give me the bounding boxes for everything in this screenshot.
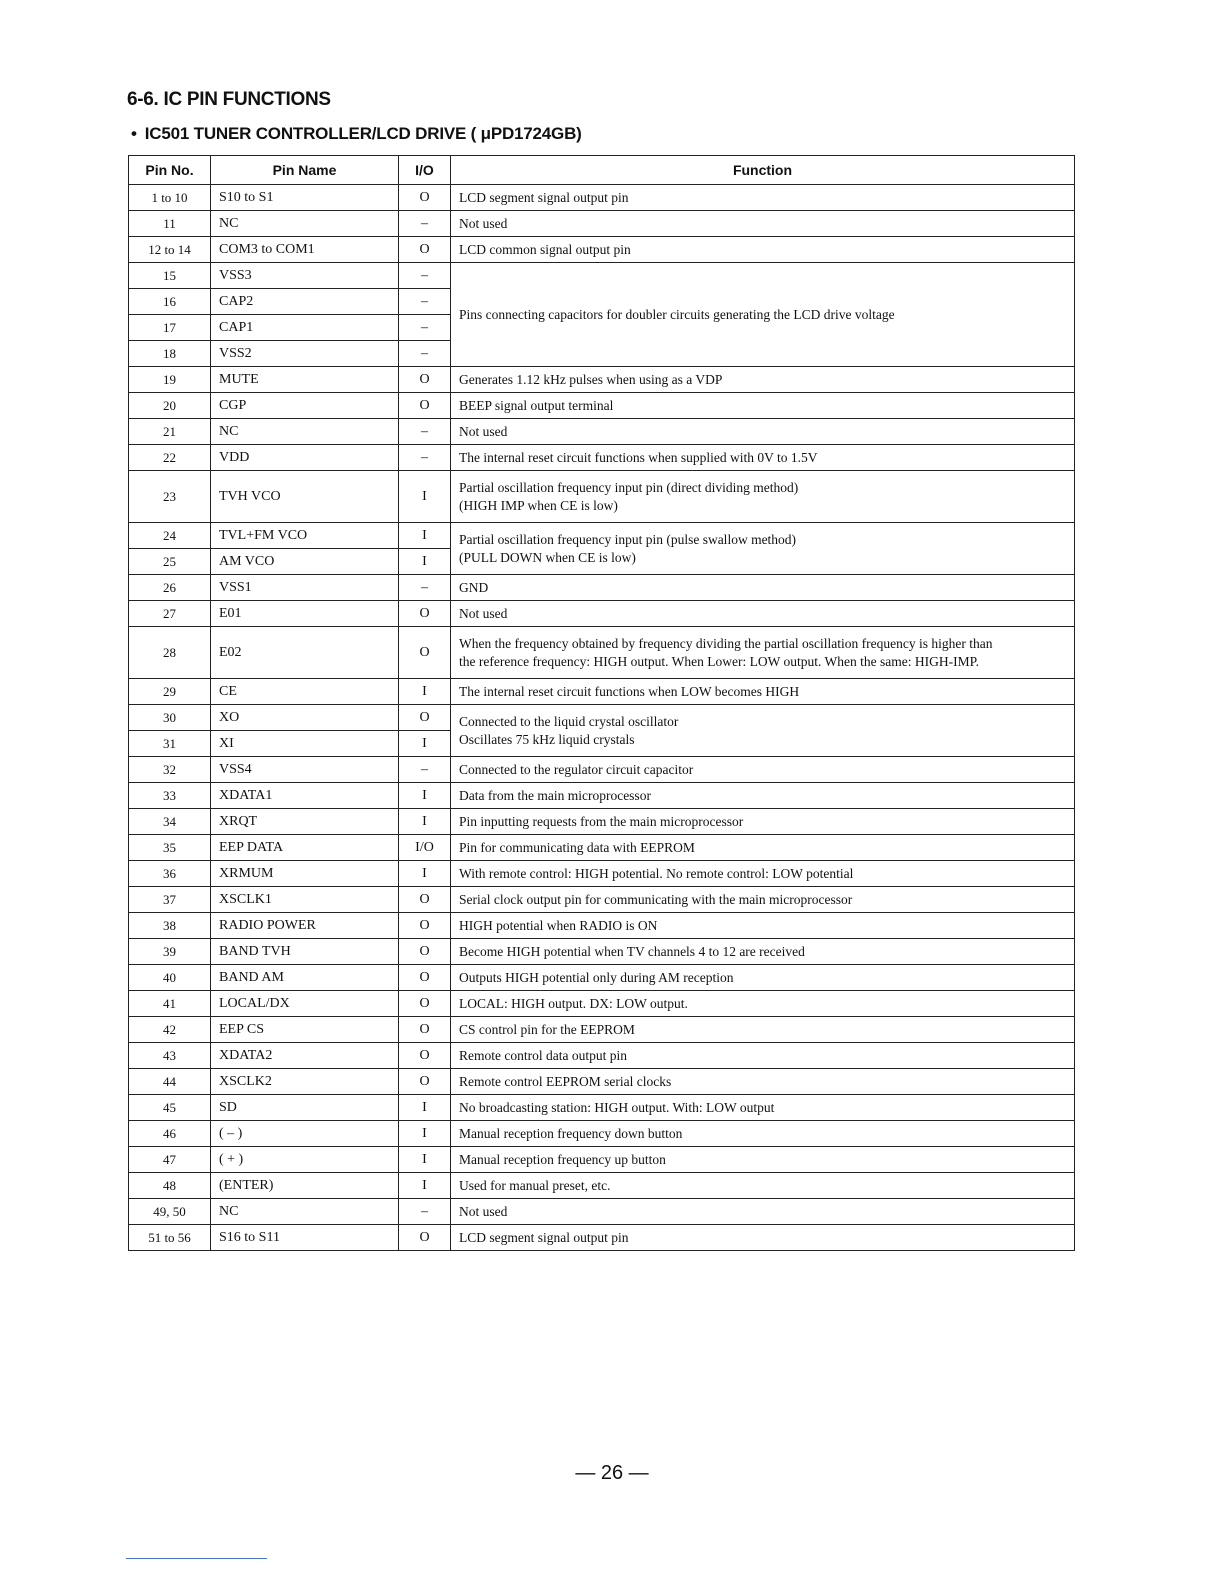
pin-io: I/O bbox=[399, 835, 451, 861]
function-line: the reference frequency: HIGH output. When Lower: LOW output. When the same: HIGH-IMP. bbox=[459, 653, 979, 669]
table-row bbox=[129, 783, 1075, 809]
pin-io: I bbox=[399, 809, 451, 835]
function-line: Oscillates 75 kHz liquid crystals bbox=[459, 731, 635, 747]
pin-name: E02 bbox=[211, 627, 399, 679]
table-row bbox=[129, 861, 1075, 887]
pin-io: – bbox=[399, 757, 451, 783]
pin-io: – bbox=[399, 263, 451, 289]
pin-io: O bbox=[399, 1069, 451, 1095]
header-function: Function bbox=[451, 156, 1075, 185]
pin-io: O bbox=[399, 185, 451, 211]
pin-function: LCD segment signal output pin bbox=[451, 185, 1075, 211]
table-row bbox=[129, 523, 1075, 549]
pin-no: 30 bbox=[129, 705, 211, 731]
pin-no: 44 bbox=[129, 1069, 211, 1095]
pin-function: Not used bbox=[451, 1199, 1075, 1225]
pin-no: 1 to 10 bbox=[129, 185, 211, 211]
pin-io: I bbox=[399, 523, 451, 549]
table-row bbox=[129, 627, 1075, 679]
header-io: I/O bbox=[399, 156, 451, 185]
pin-function: LCD segment signal output pin bbox=[451, 1225, 1075, 1251]
pin-function: Remote control EEPROM serial clocks bbox=[451, 1069, 1075, 1095]
pin-name: XDATA1 bbox=[211, 783, 399, 809]
table-row bbox=[129, 757, 1075, 783]
pin-function: Generates 1.12 kHz pulses when using as a VDP bbox=[451, 367, 1075, 393]
pin-function: No broadcasting station: HIGH output. With: LOW output bbox=[451, 1095, 1075, 1121]
table-row bbox=[129, 445, 1075, 471]
page-number: — 26 — bbox=[575, 1462, 649, 1484]
pin-no: 19 bbox=[129, 367, 211, 393]
pin-name: ( + ) bbox=[211, 1147, 399, 1173]
pin-function bbox=[451, 705, 1075, 757]
pin-no: 34 bbox=[129, 809, 211, 835]
ic-subtitle bbox=[131, 124, 582, 144]
pin-io: I bbox=[399, 731, 451, 757]
pin-function: With remote control: HIGH potential. No remote control: LOW potential bbox=[451, 861, 1075, 887]
table-row bbox=[129, 991, 1075, 1017]
pin-name: CE bbox=[211, 679, 399, 705]
pin-name: LOCAL/DX bbox=[211, 991, 399, 1017]
pin-io: O bbox=[399, 237, 451, 263]
pin-io: O bbox=[399, 1225, 451, 1251]
pin-no: 32 bbox=[129, 757, 211, 783]
pin-no: 47 bbox=[129, 1147, 211, 1173]
pin-no: 23 bbox=[129, 471, 211, 523]
pin-no: 27 bbox=[129, 601, 211, 627]
pin-io: O bbox=[399, 887, 451, 913]
pin-function bbox=[451, 523, 1075, 575]
pin-name: VDD bbox=[211, 445, 399, 471]
pin-function: The internal reset circuit functions when LOW becomes HIGH bbox=[451, 679, 1075, 705]
table-row bbox=[129, 1225, 1075, 1251]
ic-subtitle-text: IC501 TUNER CONTROLLER/LCD DRIVE ( μPD1724GB) bbox=[144, 124, 582, 143]
pin-io: I bbox=[399, 1095, 451, 1121]
bottom-rule bbox=[126, 1558, 267, 1559]
pin-name: XI bbox=[211, 731, 399, 757]
pin-function: Used for manual preset, etc. bbox=[451, 1173, 1075, 1199]
pin-name: XRQT bbox=[211, 809, 399, 835]
table-row bbox=[129, 575, 1075, 601]
pin-io: O bbox=[399, 367, 451, 393]
pin-io: I bbox=[399, 679, 451, 705]
header-pin-name: Pin Name bbox=[211, 156, 399, 185]
table-row bbox=[129, 1017, 1075, 1043]
pin-no: 36 bbox=[129, 861, 211, 887]
pin-io: – bbox=[399, 341, 451, 367]
table-row bbox=[129, 1199, 1075, 1225]
pin-function: Not used bbox=[451, 211, 1075, 237]
function-line: When the frequency obtained by frequency dividing the partial oscillation frequency is higher than bbox=[459, 635, 993, 651]
pin-io: – bbox=[399, 315, 451, 341]
pin-no: 39 bbox=[129, 939, 211, 965]
pin-no: 21 bbox=[129, 419, 211, 445]
pin-no: 24 bbox=[129, 523, 211, 549]
pin-function: Pin inputting requests from the main microprocessor bbox=[451, 809, 1075, 835]
pin-no: 28 bbox=[129, 627, 211, 679]
pin-no: 35 bbox=[129, 835, 211, 861]
function-line: (PULL DOWN when CE is low) bbox=[459, 549, 636, 565]
pin-name: XSCLK2 bbox=[211, 1069, 399, 1095]
pin-no: 31 bbox=[129, 731, 211, 757]
pin-io: O bbox=[399, 939, 451, 965]
pin-name: CAP2 bbox=[211, 289, 399, 315]
pin-io: – bbox=[399, 211, 451, 237]
table-row bbox=[129, 965, 1075, 991]
pin-function: GND bbox=[451, 575, 1075, 601]
table-row bbox=[129, 1069, 1075, 1095]
pin-name: VSS3 bbox=[211, 263, 399, 289]
function-line: Connected to the liquid crystal oscillator bbox=[459, 713, 679, 729]
pin-no: 42 bbox=[129, 1017, 211, 1043]
table-row bbox=[129, 679, 1075, 705]
pin-no: 26 bbox=[129, 575, 211, 601]
pin-function: Pin for communicating data with EEPROM bbox=[451, 835, 1075, 861]
pin-name: VSS1 bbox=[211, 575, 399, 601]
pin-function: LCD common signal output pin bbox=[451, 237, 1075, 263]
pin-io: I bbox=[399, 783, 451, 809]
table-row bbox=[129, 237, 1075, 263]
pin-name: CGP bbox=[211, 393, 399, 419]
table-row bbox=[129, 211, 1075, 237]
table-row bbox=[129, 1043, 1075, 1069]
table-row bbox=[129, 1121, 1075, 1147]
table-row bbox=[129, 913, 1075, 939]
pin-name: XO bbox=[211, 705, 399, 731]
pin-no: 48 bbox=[129, 1173, 211, 1199]
pin-name: NC bbox=[211, 1199, 399, 1225]
pin-function: Serial clock output pin for communicating with the main microprocessor bbox=[451, 887, 1075, 913]
pin-name: MUTE bbox=[211, 367, 399, 393]
pin-function bbox=[451, 627, 1075, 679]
bullet: • bbox=[131, 124, 137, 143]
table-row bbox=[129, 835, 1075, 861]
table-row bbox=[129, 705, 1075, 731]
pin-name: XDATA2 bbox=[211, 1043, 399, 1069]
table-row bbox=[129, 393, 1075, 419]
pin-name: CAP1 bbox=[211, 315, 399, 341]
pin-no: 49, 50 bbox=[129, 1199, 211, 1225]
pin-no: 12 to 14 bbox=[129, 237, 211, 263]
pin-no: 37 bbox=[129, 887, 211, 913]
table-row bbox=[129, 185, 1075, 211]
pin-no: 16 bbox=[129, 289, 211, 315]
pin-function: Manual reception frequency down button bbox=[451, 1121, 1075, 1147]
pin-io: I bbox=[399, 1173, 451, 1199]
pin-name: AM VCO bbox=[211, 549, 399, 575]
pin-name: (ENTER) bbox=[211, 1173, 399, 1199]
pin-name: E01 bbox=[211, 601, 399, 627]
pin-function: Pins connecting capacitors for doubler circuits generating the LCD drive voltage bbox=[451, 263, 1075, 367]
pin-name: S10 to S1 bbox=[211, 185, 399, 211]
pin-io: – bbox=[399, 419, 451, 445]
pin-no: 38 bbox=[129, 913, 211, 939]
pin-io: – bbox=[399, 289, 451, 315]
pin-no: 17 bbox=[129, 315, 211, 341]
pin-function: Outputs HIGH potential only during AM reception bbox=[451, 965, 1075, 991]
pin-io: I bbox=[399, 1121, 451, 1147]
function-line: Partial oscillation frequency input pin (direct dividing method) bbox=[459, 479, 799, 495]
pin-no: 20 bbox=[129, 393, 211, 419]
pin-no: 29 bbox=[129, 679, 211, 705]
pin-function: Connected to the regulator circuit capacitor bbox=[451, 757, 1075, 783]
table-row bbox=[129, 419, 1075, 445]
pin-io: – bbox=[399, 445, 451, 471]
pin-no: 11 bbox=[129, 211, 211, 237]
pin-name: COM3 to COM1 bbox=[211, 237, 399, 263]
pin-name: TVL+FM VCO bbox=[211, 523, 399, 549]
pin-name: EEP DATA bbox=[211, 835, 399, 861]
pin-function: Manual reception frequency up button bbox=[451, 1147, 1075, 1173]
pin-name: TVH VCO bbox=[211, 471, 399, 523]
table-row bbox=[129, 471, 1075, 523]
pin-io: O bbox=[399, 705, 451, 731]
pin-io: O bbox=[399, 913, 451, 939]
pin-io: – bbox=[399, 1199, 451, 1225]
header-pin-no: Pin No. bbox=[129, 156, 211, 185]
pin-name: XRMUM bbox=[211, 861, 399, 887]
pin-name: NC bbox=[211, 419, 399, 445]
table-header-row bbox=[129, 156, 1075, 185]
pin-function: Not used bbox=[451, 419, 1075, 445]
pin-function: HIGH potential when RADIO is ON bbox=[451, 913, 1075, 939]
pin-name: BAND TVH bbox=[211, 939, 399, 965]
pin-no: 15 bbox=[129, 263, 211, 289]
pin-no: 40 bbox=[129, 965, 211, 991]
pin-name: VSS4 bbox=[211, 757, 399, 783]
pin-name: RADIO POWER bbox=[211, 913, 399, 939]
pin-io: I bbox=[399, 549, 451, 575]
pin-function: BEEP signal output terminal bbox=[451, 393, 1075, 419]
pin-io: O bbox=[399, 1017, 451, 1043]
pin-io: O bbox=[399, 627, 451, 679]
pin-no: 51 to 56 bbox=[129, 1225, 211, 1251]
table-row bbox=[129, 263, 1075, 289]
pin-no: 46 bbox=[129, 1121, 211, 1147]
pin-function: CS control pin for the EEPROM bbox=[451, 1017, 1075, 1043]
pin-no: 25 bbox=[129, 549, 211, 575]
function-line: Partial oscillation frequency input pin (pulse swallow method) bbox=[459, 531, 797, 547]
table-row bbox=[129, 1095, 1075, 1121]
pin-io: – bbox=[399, 575, 451, 601]
pin-name: VSS2 bbox=[211, 341, 399, 367]
pin-io: I bbox=[399, 1147, 451, 1173]
table-row bbox=[129, 1147, 1075, 1173]
pin-name: EEP CS bbox=[211, 1017, 399, 1043]
pin-function: Remote control data output pin bbox=[451, 1043, 1075, 1069]
pin-io: O bbox=[399, 1043, 451, 1069]
pin-no: 43 bbox=[129, 1043, 211, 1069]
table-row bbox=[129, 367, 1075, 393]
pin-function: Data from the main microprocessor bbox=[451, 783, 1075, 809]
pin-name: XSCLK1 bbox=[211, 887, 399, 913]
pin-io: I bbox=[399, 861, 451, 887]
pin-name: S16 to S11 bbox=[211, 1225, 399, 1251]
pin-name: SD bbox=[211, 1095, 399, 1121]
pin-function-table bbox=[128, 155, 1075, 1251]
pin-io: O bbox=[399, 965, 451, 991]
section-title: 6-6. IC PIN FUNCTIONS bbox=[127, 89, 331, 110]
pin-function bbox=[451, 471, 1075, 523]
pin-no: 45 bbox=[129, 1095, 211, 1121]
table-row bbox=[129, 1173, 1075, 1199]
pin-function: Become HIGH potential when TV channels 4 to 12 are received bbox=[451, 939, 1075, 965]
pin-io: I bbox=[399, 471, 451, 523]
pin-function: LOCAL: HIGH output. DX: LOW output. bbox=[451, 991, 1075, 1017]
function-line: (HIGH IMP when CE is low) bbox=[459, 497, 618, 513]
table-row bbox=[129, 887, 1075, 913]
pin-no: 22 bbox=[129, 445, 211, 471]
pin-io: O bbox=[399, 991, 451, 1017]
pin-name: NC bbox=[211, 211, 399, 237]
pin-no: 41 bbox=[129, 991, 211, 1017]
pin-io: O bbox=[399, 601, 451, 627]
pin-function: The internal reset circuit functions when supplied with 0V to 1.5V bbox=[451, 445, 1075, 471]
pin-name: BAND AM bbox=[211, 965, 399, 991]
pin-name: ( – ) bbox=[211, 1121, 399, 1147]
table-row bbox=[129, 939, 1075, 965]
pin-no: 18 bbox=[129, 341, 211, 367]
table-row bbox=[129, 601, 1075, 627]
pin-function: Not used bbox=[451, 601, 1075, 627]
pin-io: O bbox=[399, 393, 451, 419]
table-row bbox=[129, 809, 1075, 835]
pin-no: 33 bbox=[129, 783, 211, 809]
